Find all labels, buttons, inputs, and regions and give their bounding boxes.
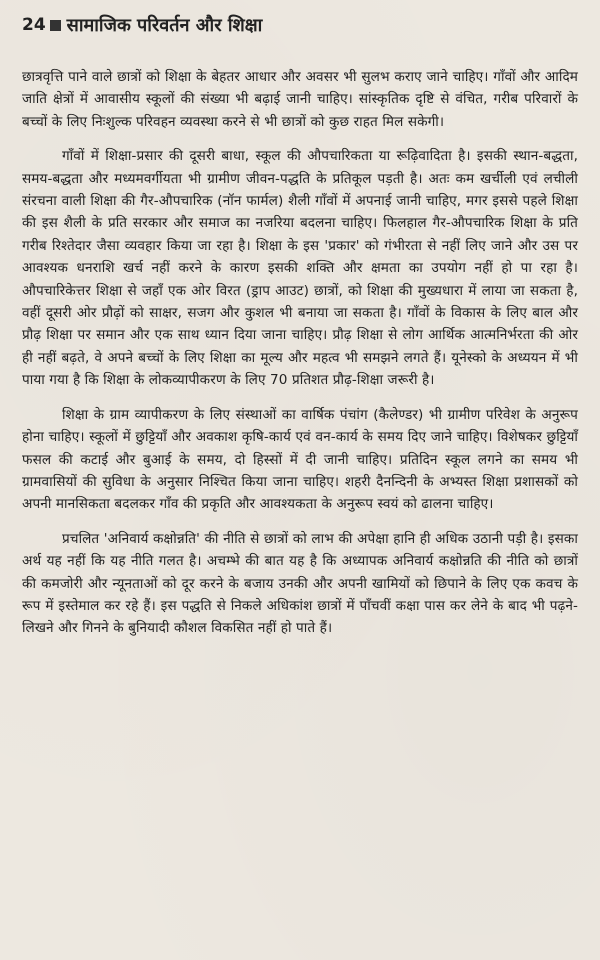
chapter-title: सामाजिक परिवर्तन और शिक्षा [66,15,263,36]
paragraph: प्रचलित 'अनिवार्य कक्षोन्नति' की नीति से छात्रों को लाभ की अपेक्षा हानि ही अधिक उठानी पड़ी है। इसका अर्थ यह नहीं कि यह नीति गलत है। अचम्भे की बात यह है कि अध्यापक अनिवार्य कक्षोन्नति की नीति को छात्रों की कमजोरी और न्यूनताओं को दूर करने के बजाय उनकी और अपनी खामियों को छिपाने के लिए एक कवच के रूप में इस्तेमाल कर रहे हैं। इस पद्धति से निकले अधिकांश छात्रों में पाँचवीं कक्षा पास कर लेने के बाद भी पढ़ने-लिखने और गिनने के बुनियादी कौशल विकसित नहीं हो पाते हैं। [22,530,578,637]
paragraph: छात्रवृत्ति पाने वाले छात्रों को शिक्षा के बेहतर आधार और अवसर भी सुलभ कराए जाने चाहिए। गाँवों और आदिम जाति क्षेत्रों में आवासीय स्कूलों की संख्या भी बढ़ाई जानी चाहिए। सांस्कृतिक दृष्टि से वंचित, गरीब परिवारों के बच्चों के लिए निःशुल्क परिवहन व्यवस्था करने से भी छात्रों को कुछ राहत मिल सकेगी। [22,69,578,130]
paragraph: गाँवों में शिक्षा-प्रसार की दूसरी बाधा, स्कूल की औपचारिकता या रूढ़िवादिता है। इसकी स्थान-बद्धता, समय-बद्धता और मध्यमवर्गीयता भी ग्रामीण जीवन-पद्धति के प्रतिकूल पड़ती है। अतः कम खर्चीली एवं लचीली संरचना वाली शिक्षा की गैर-औपचारिक (नॉन फार्मल) शैली गाँवों में अपनाई जानी चाहिए, मगर इससे पहले शिक्षा की इस शैली के प्रति सरकार और समाज का नजरिया बदलना चाहिए। फिलहाल गैर-औपचारिक शिक्षा के प्रति गरीब रिश्तेदार जैसा व्यवहार किया जा रहा है। शिक्षा के इस 'प्रकार' को गंभीरता से नहीं लिए जाने और उस पर आवश्यक धनराशि खर्च नहीं करने के कारण इसकी शक्ति और क्षमता का उपयोग नहीं हो पा रहा है। औपचारिकेत्तर शिक्षा से जहाँ एक ओर विरत (ड्राप आउट) छात्रों, को शिक्षा की मुख्यधारा में लाया जा सकता है, वहीं दूसरी ओर प्रौढ़ों को साक्षर, सजग और कुशल भी बनाया जा सकता है। गाँवों के विकास के लिए बाल और प्रौढ़ शिक्षा पर समान और एक साथ ध्यान दिया जाना चाहिए। प्रौढ़ शिक्षा से लोग आर्थिक आत्मनिर्भरता की ओर ही नहीं बढ़ते, वे अपने बच्चों के लिए शिक्षा का मूल्य और महत्व भी समझने लगते हैं। यूनेस्को के अध्ययन में भी पाया गया है कि शिक्षा के लोकव्यापीकरण के लिए 70 प्रतिशत प्रौढ़-शिक्षा जरूरी है। [22,148,578,389]
square-bullet-icon [50,20,61,31]
body-text [22,66,578,640]
paragraph: शिक्षा के ग्राम व्यापीकरण के लिए संस्थाओं का वार्षिक पंचांग (कैलेण्डर) भी ग्रामीण परिवेश के अनुरूप होना चाहिए। स्कूलों में छुट्टियाँ और अवकाश कृषि-कार्य एवं वन-कार्य के समय दिए जाने चाहिए। विशेषकर छुट्टियाँ फसल की कटाई और बुआई के समय, दो हिस्सों में दी जानी चाहिए। प्रतिदिन स्कूल लगने का समय भी ग्रामवासियों की सुविधा के अनुसार निश्चित किया जाना चाहिए। शहरी दैनन्दिनी के अभ्यस्त शिक्षा प्रशासकों को अपनी मानसिकता बदलकर गाँव की प्रकृति और आवश्यकता के अनुरूप स्वयं को ढालना चाहिए। [22,406,578,513]
page-header [22,10,578,40]
page-number: 24 [22,15,46,35]
